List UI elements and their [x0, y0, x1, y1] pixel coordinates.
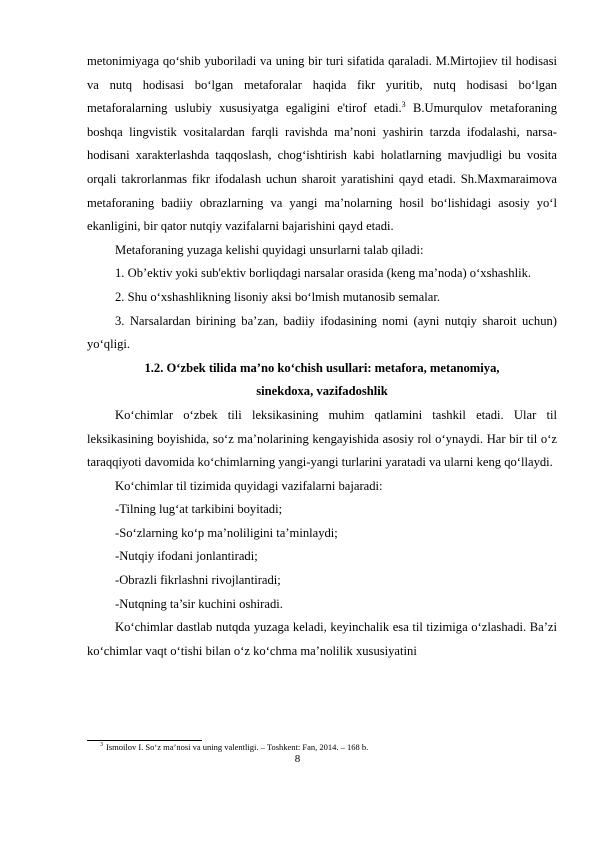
- list-item-function-5: -Nutqning ta’sir kuchini oshiradi.: [115, 596, 283, 611]
- paragraph-tropes-lexicon: Ko‘chimlar o‘zbek tili leksikasining muhim qatlamini tashkil etadi. Ular til leksikasining boyishida, so‘z ma’nolarining kengayishida asosiy rol o‘ynaydi. Har bir til o‘z taraqqiyoti davomida ko‘chimlarning yangi-yangi turlarini yaratadi va ularni keng qo‘llaydi.: [87, 407, 557, 470]
- list-item-function-2: -So‘zlarning ko‘p ma’noliligini ta’minlaydi;: [115, 525, 338, 540]
- paragraph-requirements-intro: Metaforaning yuzaga kelishi quyidagi unsurlarni talab qiladi:: [115, 242, 424, 257]
- footnote: [100, 742, 368, 753]
- list-item-function-1: -Tilning lug‘at tarkibini boyitadi;: [115, 502, 283, 517]
- paragraph-text: B.Umurqulov metaforaning boshqa lingvistik vositalardan farqli ravishda ma’noni yashirin tarzda ifodalashi, narsa-hodisani xarakterlashda taqqoslash, chog‘ishtirish kabi holatlarning mavjudligi bu vosita orqali takrorlanmas fikr ifodalash uchun sharoit yaratishini qayd etadi. Sh.Maxmaraimova metaforaning badiiy obrazlarning va yangi ma’nolarning hosil bo‘lishidagi asosiy yo‘l ekanligini, bir qator nutqiy vazifalarni bajarishini qayd etadi.: [87, 101, 557, 234]
- list-item-requirement-1: 1. Ob’ektiv yoki sub'ektiv borliqdagi narsalar orasida (keng ma’noda) o‘xshashlik.: [115, 266, 532, 281]
- body-text: [87, 50, 557, 663]
- list-item-requirement-3: 3. Narsalardan birining ba’zan, badiiy ifodasining nomi (ayni nutqiy sharoit uchun) yo‘qligi.: [87, 313, 557, 352]
- list-item-function-3: -Nutqiy ifodani jonlantiradi;: [115, 549, 258, 564]
- paragraph-functions-intro: Ko‘chimlar til tizimida quyidagi vazifalarni bajaradi:: [115, 478, 383, 493]
- footnote-text: Ismoilov I. So‘z ma’nosi va uning valentligi. – Toshkent: Fan, 2014. – 168 b.: [106, 742, 369, 752]
- paragraph-tropes-origin: Ko‘chimlar dastlab nutqda yuzaga keladi, keyinchalik esa til tizimiga o‘zlashadi. Ba’zi ko‘chimlar vaqt o‘tishi bilan o‘z ko‘chma ma’nolilik xususiyatini: [87, 620, 557, 658]
- paragraph-text: metonimiyaga qo‘shib yuboriladi va uning bir turi sifatida qaraladi. M.Mirtojiev til hodisasi va nutq hodisasi bo‘lgan metaforalar haqida fikr yuritib, nutq hodisasi bo‘lgan metaforalarning uslubiy xususiyatga egaligini e'tirof etadi.: [87, 54, 557, 116]
- footnote-number: 3: [100, 742, 103, 749]
- footnote-divider: [87, 740, 202, 741]
- section-heading-line-2: sinekdoxa, vazifadoshlik: [256, 384, 388, 399]
- paragraph-metaphor-scholars: [87, 50, 557, 239]
- footnote-reference[interactable]: 3: [401, 100, 406, 109]
- section-heading: [87, 357, 557, 404]
- section-heading-line-1: 1.2. O‘zbek tilida ma’no ko‘chish usullari: metafora, metanomiya,: [144, 360, 500, 375]
- page-number: 8: [294, 753, 301, 765]
- list-item-function-4: -Obrazli fikrlashni rivojlantiradi;: [115, 573, 281, 588]
- list-item-requirement-2: 2. Shu o‘xshashlikning lisoniy aksi bo‘lmish mutanosib semalar.: [115, 289, 440, 304]
